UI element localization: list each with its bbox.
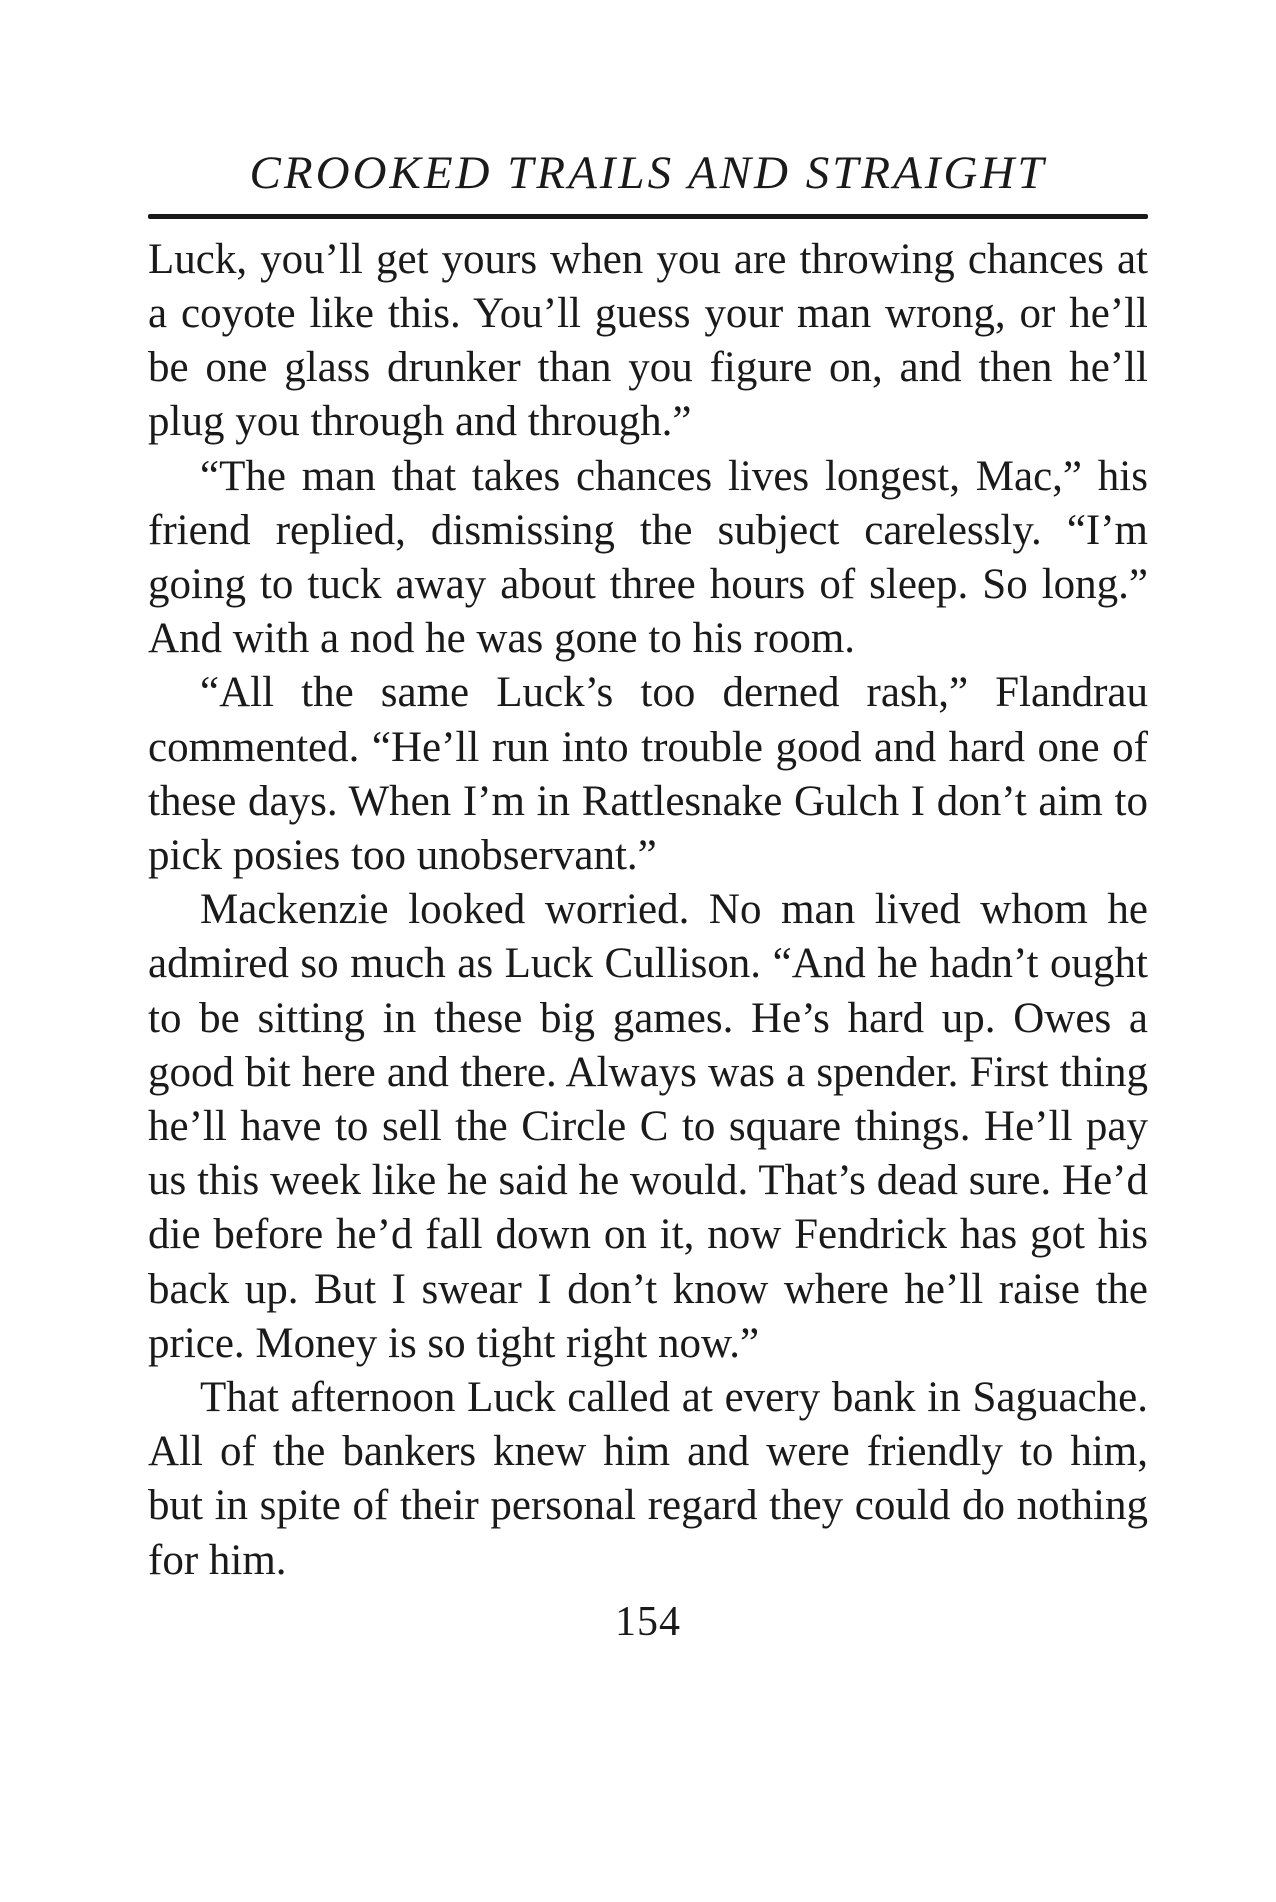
running-head: CROOKED TRAILS AND STRAIGHT — [249, 147, 1047, 199]
paragraph-2: “The man that takes chances lives longest, Mac,” his friend replied, dismissing the subject carelessly. “I’m going to tuck away about three hours of sleep. So long.” And with a nod he was gone to his room. — [148, 452, 1148, 663]
paragraph-5: That afternoon Luck called at every bank in Saguache. All of the bankers knew him and were friendly to him, but in spite of their personal regard they could do nothing for him. — [148, 1373, 1148, 1584]
paragraph-4: Mackenzie looked worried. No man lived whom he admired so much as Luck Cullison. “And he hadn’t ought to be sitting in these big games. He’s hard up. Owes a good bit here and there. Always was a spender. First thing he’ll have to sell the Circle C to square things. He’ll pay us this week like he said he would. That’s dead sure. He’d die before he’d fall down on it, now Fendrick has got his back up. But I swear I don’t know where he’ll raise the price. Money is so tight right now.” — [148, 886, 1148, 1367]
book-page — [148, 148, 1148, 1646]
body-text — [148, 233, 1148, 1588]
page-number: 154 — [615, 1598, 681, 1645]
paragraph-3: “All the same Luck’s too derned rash,” Flandrau commented. “He’ll run into trouble good and hard one of these days. When I’m in Rattlesnake Gulch I don’t aim to pick posies too unobservant.” — [148, 669, 1148, 879]
header-rule — [148, 214, 1148, 219]
paragraph-1: Luck, you’ll get yours when you are throwing chances at a coyote like this. You’ll guess your man wrong, or he’ll be one glass drunker than you figure on, and then he’ll plug you through and through.” — [148, 235, 1148, 446]
